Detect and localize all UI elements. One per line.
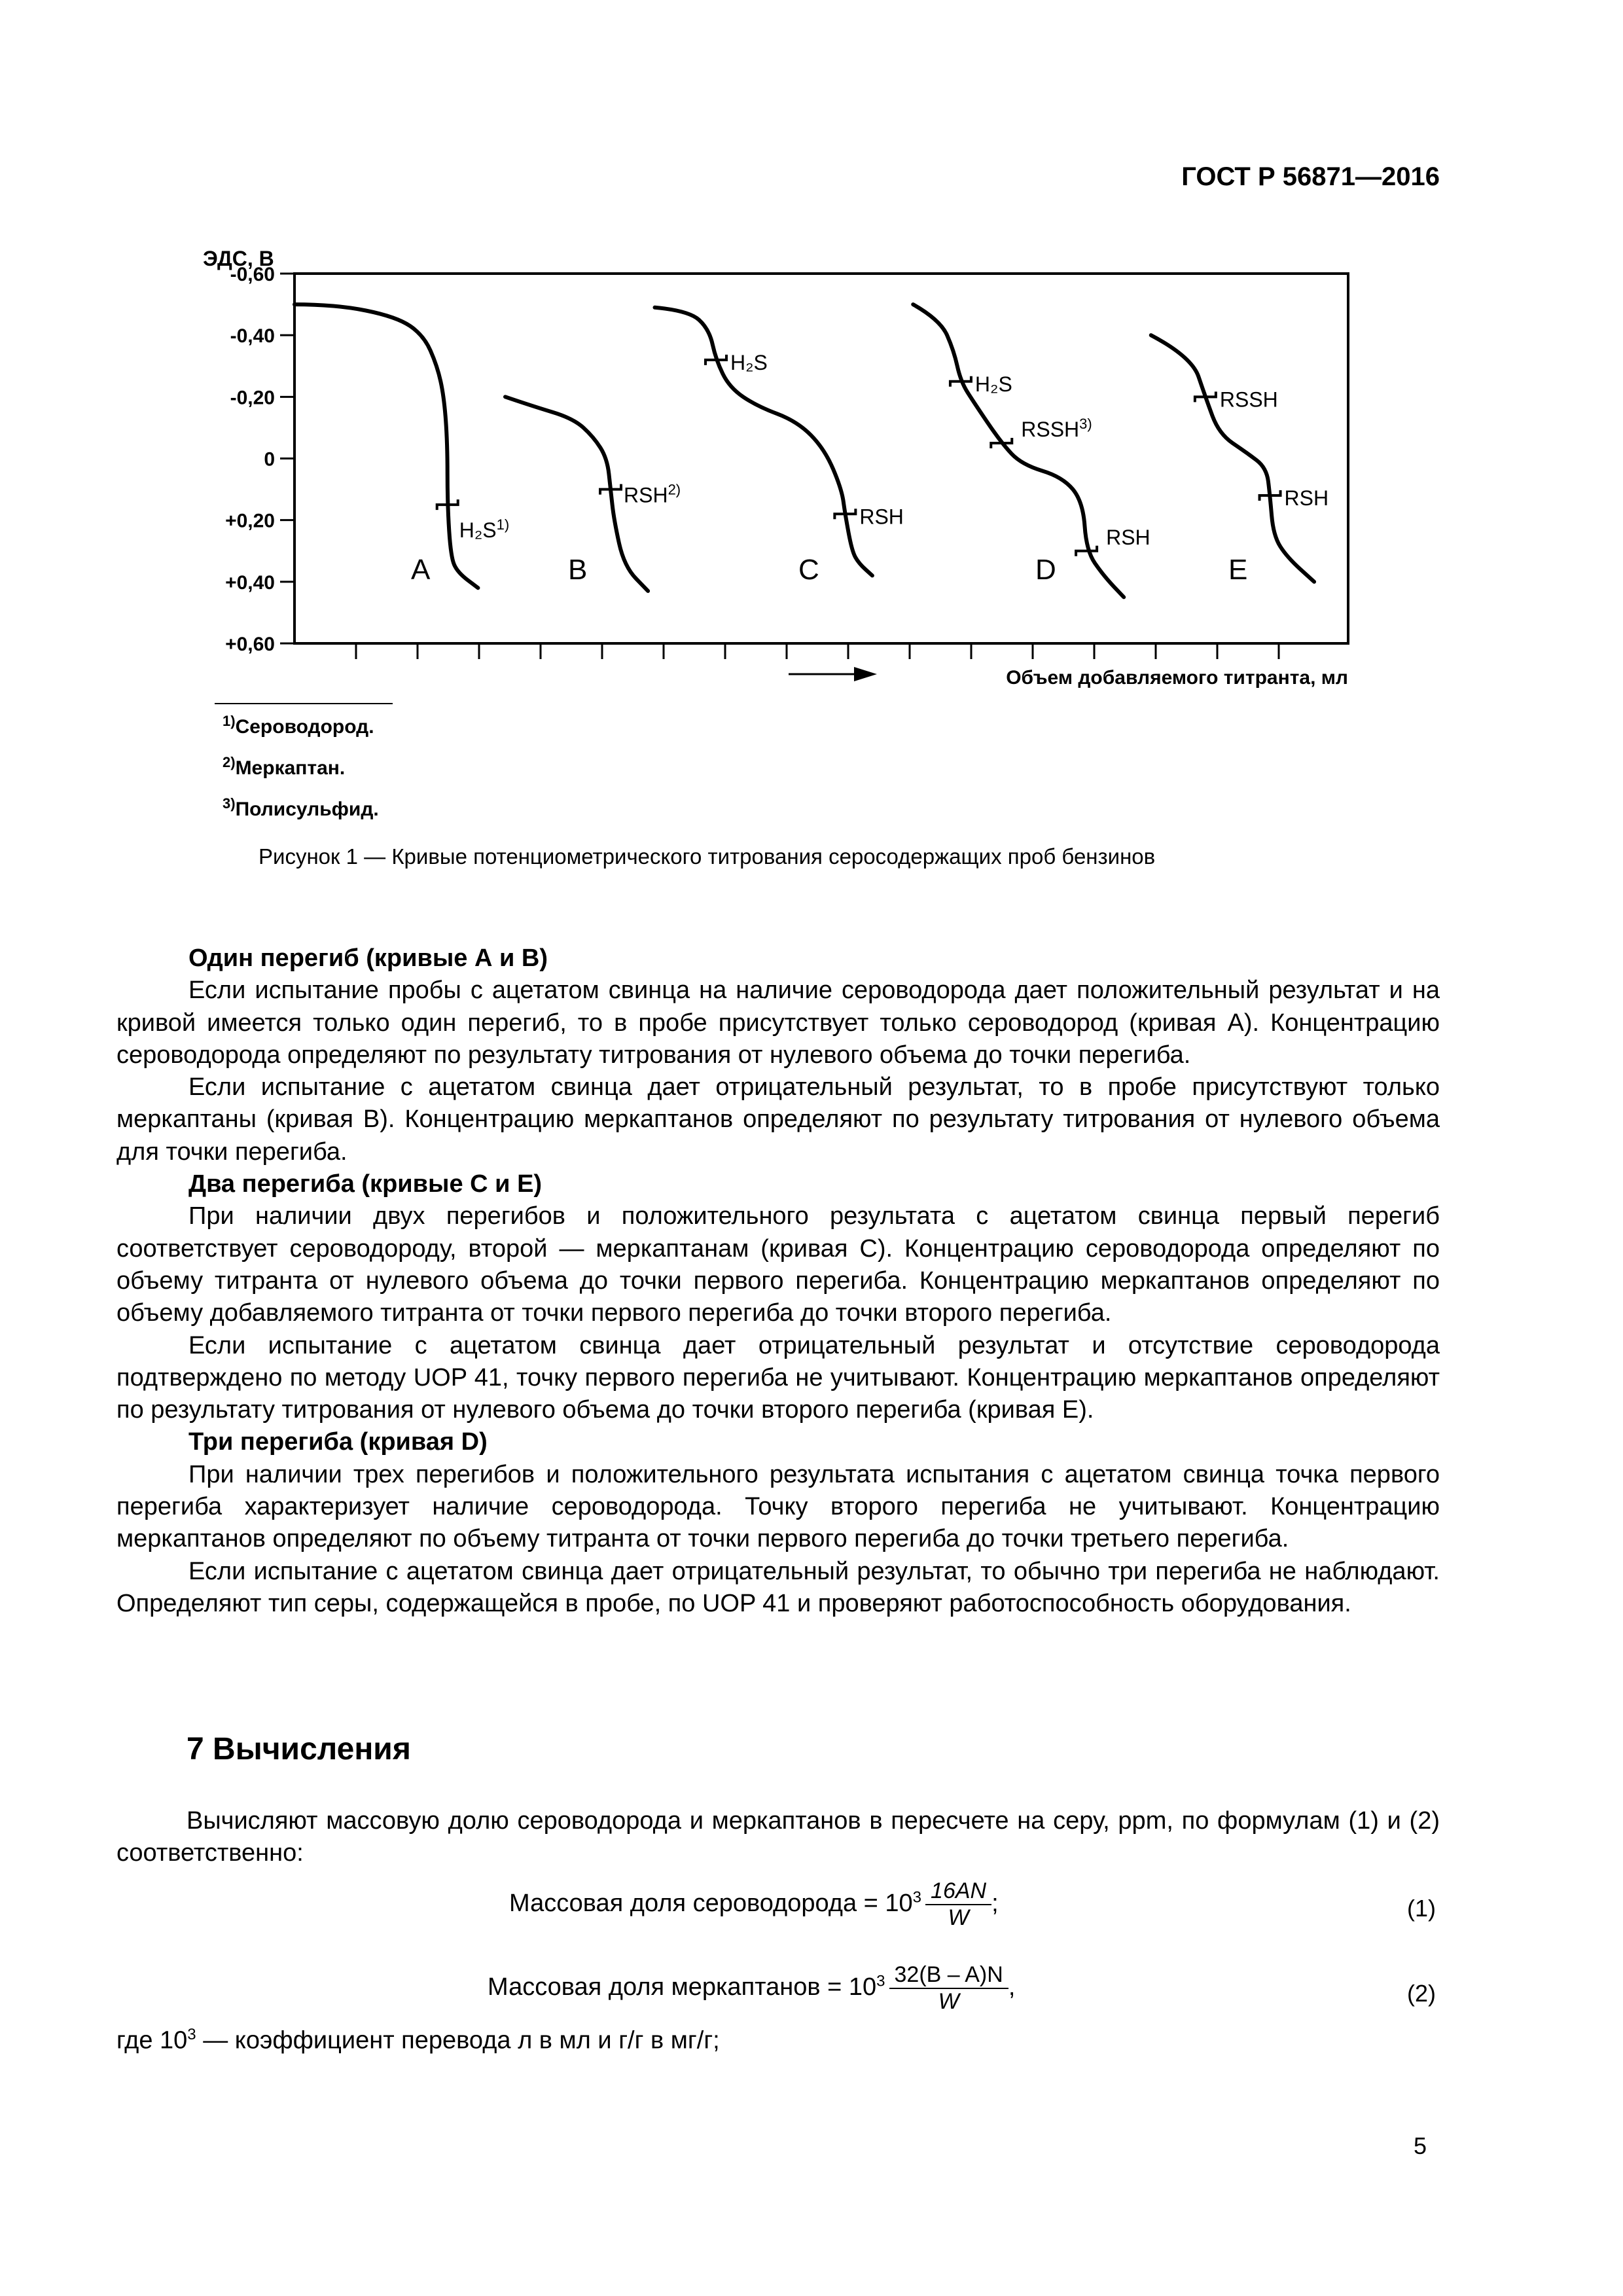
inflection-label: RSSH: [1219, 387, 1278, 412]
y-tick-label: +0,40: [225, 571, 275, 594]
titration-chart: [0, 0, 1623, 707]
x-axis-label: Объем добавляемого титранта, мл: [1006, 667, 1348, 689]
subheading-one-inflection: Один перегиб (кривые А и В): [188, 944, 548, 972]
curve-letter-a: A: [411, 554, 431, 586]
y-tick-label: +0,60: [225, 634, 275, 655]
page-number: 5: [1414, 2132, 1427, 2159]
formula-1: Массовая доля сероводорода = $10^3$ $\frac{16AN}{W}$ ;: [509, 1878, 999, 1930]
equation-number-2: (2): [1407, 1980, 1436, 2007]
footnote-1: $^{1)}$Сероводород.: [223, 713, 374, 738]
inflection-label: RSH: [1106, 525, 1150, 549]
where-clause: где $10^3$ — коэффициент перевода л в мл и г/г в мг/г;: [116, 2026, 720, 2054]
footnote-2: $^{2)}$Меркаптан.: [223, 754, 346, 779]
y-tick-label: -0,40: [230, 325, 275, 348]
section-title: 7 Вычисления: [187, 1732, 411, 1767]
inflection-label: RSH$^{2)}$: [624, 481, 681, 507]
y-tick-label: +0,20: [225, 510, 275, 532]
inflection-label: RSSH$^{3)}$: [1021, 415, 1092, 441]
paragraph: Если испытание с ацетатом свинца дает отрицательный результат, то в пробе присутствуют только меркаптаны (кривая В). Концентрацию меркаптанов определяют по результату титрования от нулевого объема для точки перегиба.: [116, 1073, 1440, 1166]
footnote-3: $^{3)}$Полисульфид.: [223, 795, 379, 820]
y-tick-label: -0,20: [230, 387, 275, 409]
curve-letter-b: B: [568, 554, 588, 586]
body-text: [116, 942, 1440, 1620]
curve-letter-d: D: [1035, 554, 1056, 586]
y-tick-label: 0: [264, 448, 275, 471]
y-tick-label: -0,60: [230, 264, 275, 285]
inflection-label: $H_2S^{1)}$: [459, 516, 510, 543]
paragraph: При наличии трех перегибов и положительного результата испытания с ацетатом свинца точка первого перегиба характеризует наличие сероводорода. Точку второго перегиба не учитывают. Концентрацию меркаптанов определяют по объему титранта от точки первого перегиба до точки третьего перегиба.: [116, 1460, 1440, 1553]
figure-footnotes: [223, 704, 379, 827]
curve-letter-c: C: [798, 554, 819, 586]
curve-a: [294, 304, 478, 588]
calc-intro: Вычисляют массовую долю сероводорода и меркаптанов в пересчете на серу, ppm, по формулам (1) и (2) соответственно:: [116, 1807, 1440, 1867]
curve-c: [655, 308, 872, 576]
figure-caption: Рисунок 1 — Кривые потенциометрического титрования серосодержащих проб бензинов: [259, 844, 1156, 869]
equation-number-1: (1): [1407, 1895, 1436, 1922]
plot-frame: [294, 274, 1348, 643]
curve-e: [1151, 335, 1314, 582]
subheading-two-inflections: Два перегиба (кривые С и Е): [188, 1170, 543, 1198]
paragraph: Если испытание пробы с ацетатом свинца на наличие сероводорода дает положительный результат и на кривой имеется только один перегиб, то в пробе присутствует только сероводород (кривая А). Концентрацию сероводорода определяют по результату титрования от нулевого объема до точки перегиба.: [116, 977, 1440, 1069]
inflection-label: RSH: [1284, 486, 1329, 510]
subheading-three-inflections: Три перегиба (кривая D): [188, 1428, 488, 1456]
inflection-label: RSH: [859, 505, 904, 529]
y-axis-label: ЭДС, В: [203, 247, 274, 270]
inflection-label: H₂S: [730, 350, 768, 374]
paragraph: Если испытание с ацетатом свинца дает отрицательный результат, то обычно три перегиба не наблюдают. Определяют тип серы, содержащейся в пробе, по UOP 41 и проверяют работоспособность оборудования.: [116, 1557, 1440, 1617]
document-id: ГОСТ Р 56871—2016: [1181, 162, 1440, 191]
inflection-label: H₂S: [974, 372, 1012, 396]
formula-2: Массовая доля меркаптанов = $10^3$ $\frac{32(B - A)N}{W}$ ,: [488, 1962, 1016, 2014]
curve-d: [913, 304, 1124, 597]
paragraph: При наличии двух перегибов и положительного результата с ацетатом свинца первый перегиб соответствует сероводороду, второй — меркаптанам (кривая С). Концентрацию сероводорода определяют по объему титранта от нулевого объема до точки первого перегиба. Концентрацию меркаптанов определяют по объему добавляемого титранта от точки первого перегиба до точки второго перегиба.: [116, 1202, 1440, 1327]
paragraph: Если испытание с ацетатом свинца дает отрицательный результат и отсутствие сероводорода подтверждено по методу UOP 41, точку первого перегиба не учитывают. Концентрацию меркаптанов определяют по результату титрования от нулевого объема до точки второго перегиба (кривая Е).: [116, 1331, 1440, 1424]
arrow-head-icon: [854, 667, 877, 681]
curve-letter-e: E: [1228, 554, 1248, 586]
